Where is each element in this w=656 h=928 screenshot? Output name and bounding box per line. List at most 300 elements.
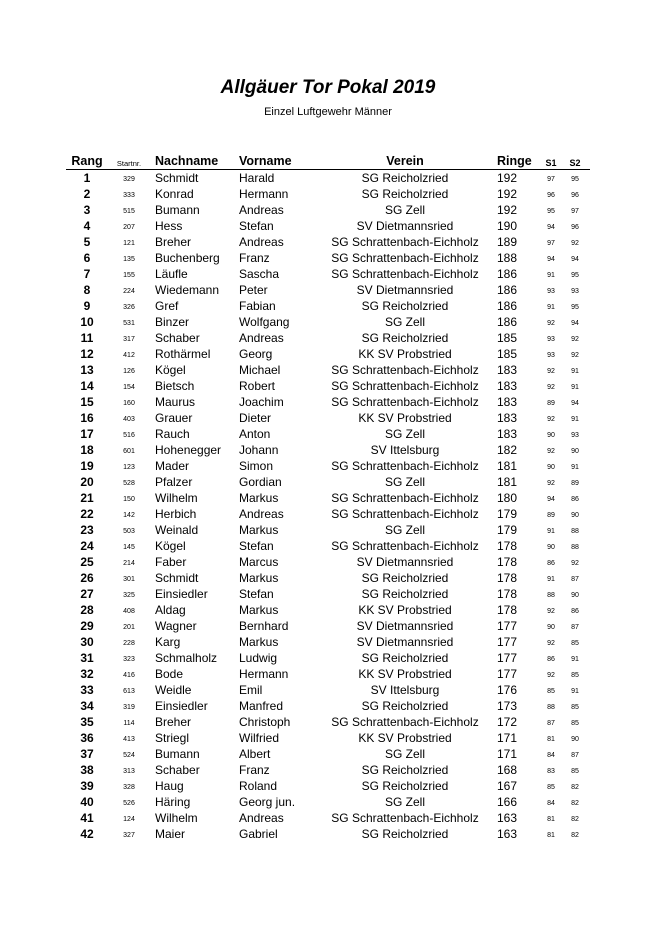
startnr-cell: 214: [123, 560, 135, 567]
startnr-cell: 329: [123, 176, 135, 183]
rang-cell: 21: [80, 491, 94, 505]
ringe-cell: 190: [497, 219, 518, 233]
verein-cell: SG Zell: [384, 795, 425, 809]
nachname-cell: Wiedemann: [155, 283, 220, 297]
verein-cell: SG Reicholzried: [361, 699, 449, 713]
s2-cell: 91: [571, 464, 579, 471]
nachname-cell: Haug: [155, 779, 184, 793]
s2-cell: 90: [571, 592, 579, 599]
vorname-cell: Franz: [239, 763, 270, 777]
rang-cell: 30: [80, 635, 94, 649]
table-row: [66, 186, 590, 202]
ringe-cell: 177: [497, 667, 518, 681]
rang-cell: 36: [80, 731, 94, 745]
startnr-cell: 114: [123, 720, 135, 727]
s1-cell: 96: [547, 192, 555, 199]
s1-cell: 91: [547, 576, 555, 583]
nachname-cell: Schaber: [155, 331, 200, 345]
nachname-cell: Rothärmel: [155, 347, 211, 361]
rang-cell: 18: [80, 443, 94, 457]
startnr-cell: 531: [123, 320, 135, 327]
table-header: [66, 153, 590, 170]
table-row: [66, 714, 590, 730]
vorname-cell: Franz: [239, 251, 270, 265]
s1-cell: 92: [547, 672, 555, 679]
s1-cell: 88: [547, 592, 555, 599]
rang-cell: 11: [80, 331, 94, 345]
verein-cell: SV Dietmannsried: [356, 555, 454, 569]
verein-cell: SG Schrattenbach-Eichholz: [331, 235, 479, 249]
s2-cell: 95: [571, 176, 579, 183]
s1-cell: 84: [547, 800, 555, 807]
s2-cell: 94: [571, 320, 579, 327]
s1-cell: 81: [547, 832, 555, 839]
ringe-cell: 183: [497, 363, 518, 377]
s1-cell: 93: [547, 336, 555, 343]
startnr-cell: 528: [123, 480, 135, 487]
s2-cell: 94: [571, 256, 579, 263]
s1-cell: 92: [547, 320, 555, 327]
header-ringe: Ringe: [497, 154, 532, 168]
s2-cell: 85: [571, 720, 579, 727]
table-row: [66, 442, 590, 458]
verein-cell: KK SV Probstried: [358, 603, 452, 617]
s1-cell: 86: [547, 560, 555, 567]
nachname-cell: Hess: [155, 219, 183, 233]
s2-cell: 92: [571, 240, 579, 247]
results-table: [66, 153, 590, 842]
verein-cell: SG Schrattenbach-Eichholz: [331, 251, 479, 265]
verein-cell: SG Reicholzried: [361, 587, 449, 601]
verein-cell: SV Dietmannsried: [356, 635, 454, 649]
startnr-cell: 154: [123, 384, 135, 391]
table-row: [66, 650, 590, 666]
table-row: [66, 506, 590, 522]
table-row: [66, 330, 590, 346]
startnr-cell: 313: [123, 768, 135, 775]
ringe-cell: 189: [497, 235, 518, 249]
ringe-cell: 177: [497, 619, 518, 633]
nachname-cell: Buchenberg: [155, 251, 220, 265]
s2-cell: 87: [571, 624, 579, 631]
ringe-cell: 183: [497, 379, 518, 393]
vorname-cell: Stefan: [239, 587, 274, 601]
s1-cell: 90: [547, 432, 555, 439]
startnr-cell: 201: [123, 624, 135, 631]
s2-cell: 85: [571, 704, 579, 711]
startnr-cell: 413: [123, 736, 135, 743]
table-row: [66, 458, 590, 474]
table-row: [66, 698, 590, 714]
ringe-cell: 178: [497, 571, 518, 585]
nachname-cell: Maier: [155, 827, 186, 841]
table-row: [66, 810, 590, 826]
startnr-cell: 408: [123, 608, 135, 615]
startnr-cell: 301: [123, 576, 135, 583]
table-row: [66, 762, 590, 778]
s2-cell: 90: [571, 736, 579, 743]
table-row: [66, 538, 590, 554]
table-row: [66, 826, 590, 842]
s2-cell: 96: [571, 192, 579, 199]
s1-cell: 85: [547, 784, 555, 791]
header-verein: Verein: [386, 154, 424, 168]
table-row: [66, 266, 590, 282]
vorname-cell: Georg: [239, 347, 273, 361]
startnr-cell: 160: [123, 400, 135, 407]
table-row: [66, 794, 590, 810]
startnr-cell: 333: [123, 192, 135, 199]
table-row: [66, 362, 590, 378]
nachname-cell: Gref: [155, 299, 179, 313]
s1-cell: 92: [547, 640, 555, 647]
verein-cell: SG Reicholzried: [361, 299, 449, 313]
ringe-cell: 192: [497, 171, 518, 185]
rang-cell: 42: [80, 827, 94, 841]
nachname-cell: Kögel: [155, 363, 186, 377]
startnr-cell: 416: [123, 672, 135, 679]
verein-cell: SG Schrattenbach-Eichholz: [331, 363, 479, 377]
nachname-cell: Schmidt: [155, 571, 199, 585]
s2-cell: 85: [571, 640, 579, 647]
table-row: [66, 234, 590, 250]
ringe-cell: 163: [497, 827, 518, 841]
nachname-cell: Breher: [155, 715, 192, 729]
verein-cell: KK SV Probstried: [358, 667, 452, 681]
verein-cell: SG Schrattenbach-Eichholz: [331, 379, 479, 393]
ringe-cell: 178: [497, 555, 518, 569]
rang-cell: 31: [80, 651, 94, 665]
table-row: [66, 170, 590, 186]
ringe-cell: 172: [497, 715, 518, 729]
table-row: [66, 298, 590, 314]
startnr-cell: 526: [123, 800, 135, 807]
nachname-cell: Bumann: [155, 203, 200, 217]
startnr-cell: 155: [123, 272, 135, 279]
verein-cell: SG Zell: [384, 203, 425, 217]
s1-cell: 81: [547, 736, 555, 743]
s2-cell: 91: [571, 384, 579, 391]
s1-cell: 92: [547, 448, 555, 455]
startnr-cell: 516: [123, 432, 135, 439]
vorname-cell: Wolfgang: [239, 315, 290, 329]
nachname-cell: Wagner: [155, 619, 197, 633]
nachname-cell: Konrad: [155, 187, 194, 201]
rang-cell: 14: [80, 379, 94, 393]
ringe-cell: 176: [497, 683, 518, 697]
s2-cell: 90: [571, 448, 579, 455]
table-row: [66, 602, 590, 618]
s1-cell: 92: [547, 480, 555, 487]
vorname-cell: Emil: [239, 683, 263, 697]
nachname-cell: Hohenegger: [155, 443, 222, 457]
vorname-cell: Andreas: [239, 507, 284, 521]
ringe-cell: 181: [497, 459, 518, 473]
ringe-cell: 178: [497, 539, 518, 553]
header-s2: S2: [569, 158, 581, 168]
vorname-cell: Hermann: [239, 667, 289, 681]
ringe-cell: 173: [497, 699, 518, 713]
startnr-cell: 412: [123, 352, 135, 359]
startnr-cell: 326: [123, 304, 135, 311]
startnr-cell: 323: [123, 656, 135, 663]
s2-cell: 86: [571, 608, 579, 615]
ringe-cell: 192: [497, 203, 518, 217]
s2-cell: 82: [571, 800, 579, 807]
table-row: [66, 522, 590, 538]
startnr-cell: 121: [123, 240, 135, 247]
verein-cell: SG Reicholzried: [361, 779, 449, 793]
s1-cell: 92: [547, 368, 555, 375]
s1-cell: 92: [547, 384, 555, 391]
startnr-cell: 123: [123, 464, 135, 471]
nachname-cell: Maurus: [155, 395, 196, 409]
verein-cell: KK SV Probstried: [358, 411, 452, 425]
s1-cell: 88: [547, 704, 555, 711]
nachname-cell: Häring: [155, 795, 191, 809]
s1-cell: 97: [547, 240, 555, 247]
ringe-cell: 186: [497, 267, 518, 281]
verein-cell: SG Reicholzried: [361, 331, 449, 345]
table-row: [66, 314, 590, 330]
startnr-cell: 601: [123, 448, 135, 455]
rang-cell: 8: [83, 283, 91, 297]
ringe-cell: 186: [497, 283, 518, 297]
s2-cell: 91: [571, 368, 579, 375]
ringe-cell: 177: [497, 635, 518, 649]
verein-cell: SG Schrattenbach-Eichholz: [331, 491, 479, 505]
vorname-cell: Harald: [239, 171, 275, 185]
s2-cell: 82: [571, 784, 579, 791]
s2-cell: 82: [571, 832, 579, 839]
table-row: [66, 682, 590, 698]
vorname-cell: Markus: [239, 571, 279, 585]
rang-cell: 24: [80, 539, 94, 553]
header-startnr: Startnr.: [116, 159, 142, 168]
nachname-cell: Aldag: [155, 603, 186, 617]
rang-cell: 6: [83, 251, 91, 265]
rang-cell: 23: [80, 523, 94, 537]
startnr-cell: 403: [123, 416, 135, 423]
s2-cell: 92: [571, 336, 579, 343]
nachname-cell: Schmidt: [155, 171, 199, 185]
rang-cell: 17: [80, 427, 94, 441]
s2-cell: 95: [571, 304, 579, 311]
rang-cell: 5: [83, 235, 91, 249]
rang-cell: 38: [80, 763, 94, 777]
ringe-cell: 185: [497, 331, 518, 345]
rang-cell: 39: [80, 779, 94, 793]
vorname-cell: Sascha: [239, 267, 280, 281]
vorname-cell: Gordian: [239, 475, 282, 489]
startnr-cell: 207: [123, 224, 135, 231]
startnr-cell: 224: [123, 288, 135, 295]
s2-cell: 88: [571, 528, 579, 535]
nachname-cell: Binzer: [155, 315, 190, 329]
nachname-cell: Weidle: [155, 683, 192, 697]
nachname-cell: Kögel: [155, 539, 186, 553]
table-row: [66, 282, 590, 298]
nachname-cell: Schaber: [155, 763, 200, 777]
ringe-cell: 182: [497, 443, 518, 457]
ringe-cell: 179: [497, 507, 518, 521]
table-row: [66, 378, 590, 394]
startnr-cell: 613: [123, 688, 135, 695]
startnr-cell: 325: [123, 592, 135, 599]
startnr-cell: 319: [123, 704, 135, 711]
s2-cell: 90: [571, 512, 579, 519]
header-rang: Rang: [71, 154, 103, 168]
s2-cell: 94: [571, 400, 579, 407]
table-row: [66, 570, 590, 586]
s1-cell: 90: [547, 544, 555, 551]
verein-cell: SG Schrattenbach-Eichholz: [331, 395, 479, 409]
rang-cell: 2: [83, 187, 91, 201]
verein-cell: SG Reicholzried: [361, 763, 449, 777]
s1-cell: 83: [547, 768, 555, 775]
startnr-cell: 124: [123, 816, 135, 823]
startnr-cell: 126: [123, 368, 135, 375]
verein-cell: SV Ittelsburg: [370, 683, 440, 697]
vorname-cell: Fabian: [239, 299, 276, 313]
table-row: [66, 666, 590, 682]
s1-cell: 94: [547, 224, 555, 231]
ringe-cell: 167: [497, 779, 518, 793]
s2-cell: 92: [571, 352, 579, 359]
ringe-cell: 163: [497, 811, 518, 825]
verein-cell: KK SV Probstried: [358, 731, 452, 745]
verein-cell: SG Reicholzried: [361, 651, 449, 665]
vorname-cell: Michael: [239, 363, 281, 377]
verein-cell: SV Ittelsburg: [370, 443, 440, 457]
vorname-cell: Markus: [239, 603, 279, 617]
verein-cell: SV Dietmannsried: [356, 619, 454, 633]
table-row: [66, 410, 590, 426]
ringe-cell: 179: [497, 523, 518, 537]
ringe-cell: 183: [497, 395, 518, 409]
nachname-cell: Karg: [155, 635, 181, 649]
nachname-cell: Rauch: [155, 427, 190, 441]
nachname-cell: Einsiedler: [155, 699, 208, 713]
rang-cell: 13: [80, 363, 94, 377]
rang-cell: 29: [80, 619, 94, 633]
header-nachname: Nachname: [155, 154, 219, 168]
vorname-cell: Bernhard: [239, 619, 289, 633]
rang-cell: 37: [80, 747, 94, 761]
rang-cell: 35: [80, 715, 94, 729]
table-row: [66, 746, 590, 762]
s2-cell: 93: [571, 288, 579, 295]
vorname-cell: Markus: [239, 523, 279, 537]
ringe-cell: 171: [497, 731, 518, 745]
verein-cell: SV Dietmannsried: [356, 283, 454, 297]
ringe-cell: 178: [497, 587, 518, 601]
s2-cell: 87: [571, 752, 579, 759]
table-row: [66, 394, 590, 410]
nachname-cell: Pfalzer: [155, 475, 193, 489]
vorname-cell: Andreas: [239, 811, 284, 825]
nachname-cell: Wilhelm: [155, 811, 198, 825]
s1-cell: 81: [547, 816, 555, 823]
s2-cell: 91: [571, 416, 579, 423]
vorname-cell: Peter: [239, 283, 268, 297]
vorname-cell: Christoph: [239, 715, 291, 729]
vorname-cell: Markus: [239, 491, 279, 505]
s2-cell: 86: [571, 496, 579, 503]
nachname-cell: Einsiedler: [155, 587, 208, 601]
s1-cell: 87: [547, 720, 555, 727]
ringe-cell: 185: [497, 347, 518, 361]
nachname-cell: Breher: [155, 235, 192, 249]
vorname-cell: Georg jun.: [239, 795, 296, 809]
rang-cell: 27: [80, 587, 94, 601]
rang-cell: 12: [80, 347, 94, 361]
startnr-cell: 503: [123, 528, 135, 535]
s1-cell: 85: [547, 688, 555, 695]
nachname-cell: Herbich: [155, 507, 197, 521]
nachname-cell: Wilhelm: [155, 491, 198, 505]
ringe-cell: 186: [497, 315, 518, 329]
verein-cell: SG Schrattenbach-Eichholz: [331, 539, 479, 553]
s2-cell: 85: [571, 672, 579, 679]
ringe-cell: 177: [497, 651, 518, 665]
s1-cell: 92: [547, 608, 555, 615]
startnr-cell: 145: [123, 544, 135, 551]
s1-cell: 90: [547, 464, 555, 471]
startnr-cell: 142: [123, 512, 135, 519]
ringe-cell: 183: [497, 427, 518, 441]
s1-cell: 95: [547, 208, 555, 215]
verein-cell: SG Zell: [384, 747, 425, 761]
table-row: [66, 202, 590, 218]
s1-cell: 93: [547, 352, 555, 359]
s2-cell: 87: [571, 576, 579, 583]
vorname-cell: Johann: [239, 443, 279, 457]
verein-cell: SG Zell: [384, 475, 425, 489]
rang-cell: 33: [80, 683, 94, 697]
s1-cell: 86: [547, 656, 555, 663]
verein-cell: KK SV Probstried: [358, 347, 452, 361]
rang-cell: 1: [83, 171, 91, 185]
s2-cell: 92: [571, 560, 579, 567]
vorname-cell: Andreas: [239, 203, 284, 217]
s1-cell: 84: [547, 752, 555, 759]
s2-cell: 91: [571, 656, 579, 663]
verein-cell: SG Zell: [384, 315, 425, 329]
rang-cell: 3: [83, 203, 91, 217]
nachname-cell: Bietsch: [155, 379, 195, 393]
verein-cell: SG Schrattenbach-Eichholz: [331, 507, 479, 521]
ringe-cell: 168: [497, 763, 518, 777]
verein-cell: SG Schrattenbach-Eichholz: [331, 715, 479, 729]
s2-cell: 88: [571, 544, 579, 551]
rang-cell: 25: [80, 555, 94, 569]
ringe-cell: 186: [497, 299, 518, 313]
startnr-cell: 524: [123, 752, 135, 759]
vorname-cell: Albert: [239, 747, 271, 761]
vorname-cell: Simon: [239, 459, 274, 473]
header-vorname: Vorname: [239, 154, 292, 168]
nachname-cell: Striegl: [155, 731, 190, 745]
table-row: [66, 730, 590, 746]
rang-cell: 15: [80, 395, 94, 409]
rang-cell: 16: [80, 411, 94, 425]
s2-cell: 89: [571, 480, 579, 487]
ringe-cell: 181: [497, 475, 518, 489]
verein-cell: SG Reicholzried: [361, 171, 449, 185]
table-row: [66, 618, 590, 634]
s1-cell: 91: [547, 528, 555, 535]
